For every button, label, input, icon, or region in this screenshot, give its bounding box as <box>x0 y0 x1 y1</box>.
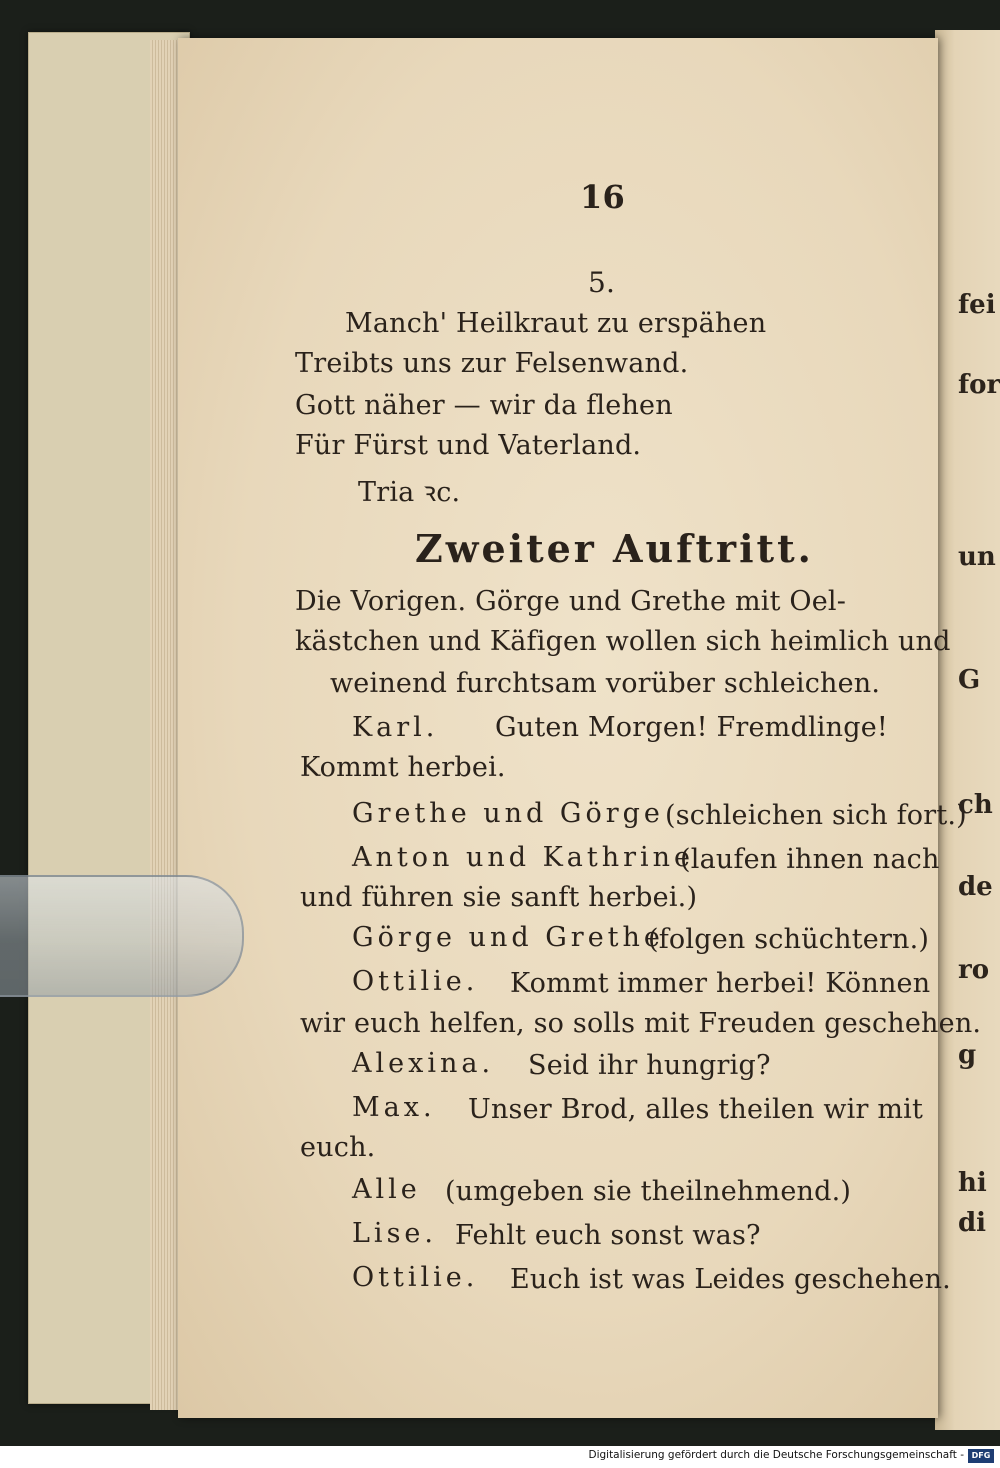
scene-heading: Zweiter Auftritt. <box>415 526 814 571</box>
next-page-fragment: de <box>958 872 993 902</box>
stage-direction-line: weinend furchtsam vorüber schleichen. <box>330 668 881 699</box>
page-number: 16 <box>580 178 625 216</box>
speech-text: Guten Morgen! Fremdlinge! <box>495 712 888 743</box>
next-page-fragment: ch <box>958 790 993 820</box>
stage-direction-line: kästchen und Käfigen wollen sich heimlich und <box>295 626 951 657</box>
speaker-name: Karl. <box>352 712 439 743</box>
speaker-name: Görge und Grethe <box>352 922 664 953</box>
footer-bar <box>0 1446 1000 1468</box>
speech-text: (folgen schüchtern.) <box>648 924 930 955</box>
speaker-name: Max. <box>352 1092 436 1123</box>
next-page-fragment: for <box>958 370 1000 400</box>
speech-continuation: Kommt herbei. <box>300 752 506 783</box>
speech-text: (umgeben sie theilnehmend.) <box>445 1176 852 1207</box>
next-page-fragment: hi <box>958 1168 987 1198</box>
next-page-fragment: G <box>958 665 981 695</box>
next-page-fragment: fei <box>958 290 996 320</box>
next-page-fragment: un <box>958 542 996 572</box>
page-clip <box>0 875 244 997</box>
speaker-name: Ottilie. <box>352 1262 479 1293</box>
verse-number: 5. <box>588 266 616 299</box>
verse-refrain: Tria ꝛc. <box>358 477 461 508</box>
speech-continuation: euch. <box>300 1132 376 1163</box>
funding-credit: Digitalisierung gefördert durch die Deutsche Forschungsgemeinschaft - <box>588 1449 964 1461</box>
speech-text: Kommt immer herbei! Können <box>510 968 931 999</box>
dfg-logo: DFG <box>968 1449 994 1463</box>
speech-text: Unser Brod, alles theilen wir mit <box>468 1094 924 1125</box>
speech-text: Fehlt euch sonst was? <box>455 1220 761 1251</box>
speaker-name: Grethe und Görge <box>352 798 664 829</box>
speech-text: Seid ihr hungrig? <box>528 1050 771 1081</box>
speech-text: Euch ist was Leides geschehen. <box>510 1264 951 1295</box>
next-page-fragment: di <box>958 1208 987 1238</box>
speech-continuation: und führen sie sanft herbei.) <box>300 882 698 913</box>
speech-continuation: wir euch helfen, so solls mit Freuden geschehen. <box>300 1008 982 1039</box>
speaker-name: Ottilie. <box>352 966 479 997</box>
speaker-name: Alexina. <box>352 1048 495 1079</box>
next-page-fragment: ro <box>958 955 990 985</box>
verse-line: Für Fürst und Vaterland. <box>295 430 642 461</box>
speaker-name: Lise. <box>352 1218 437 1249</box>
verse-line: Treibts uns zur Felsenwand. <box>295 348 689 379</box>
speaker-name: Anton und Kathrine <box>352 842 695 873</box>
next-page-fragment: g <box>958 1040 977 1070</box>
speech-text: (schleichen sich fort.) <box>665 800 967 831</box>
verse-line: Gott näher — wir da flehen <box>295 390 673 421</box>
speech-text: (laufen ihnen nach <box>680 844 940 875</box>
verse-line: Manch' Heilkraut zu erspähen <box>345 308 767 339</box>
stage-direction-line: Die Vorigen. Görge und Grethe mit Oel- <box>295 586 847 617</box>
speaker-name: Alle <box>352 1174 421 1205</box>
